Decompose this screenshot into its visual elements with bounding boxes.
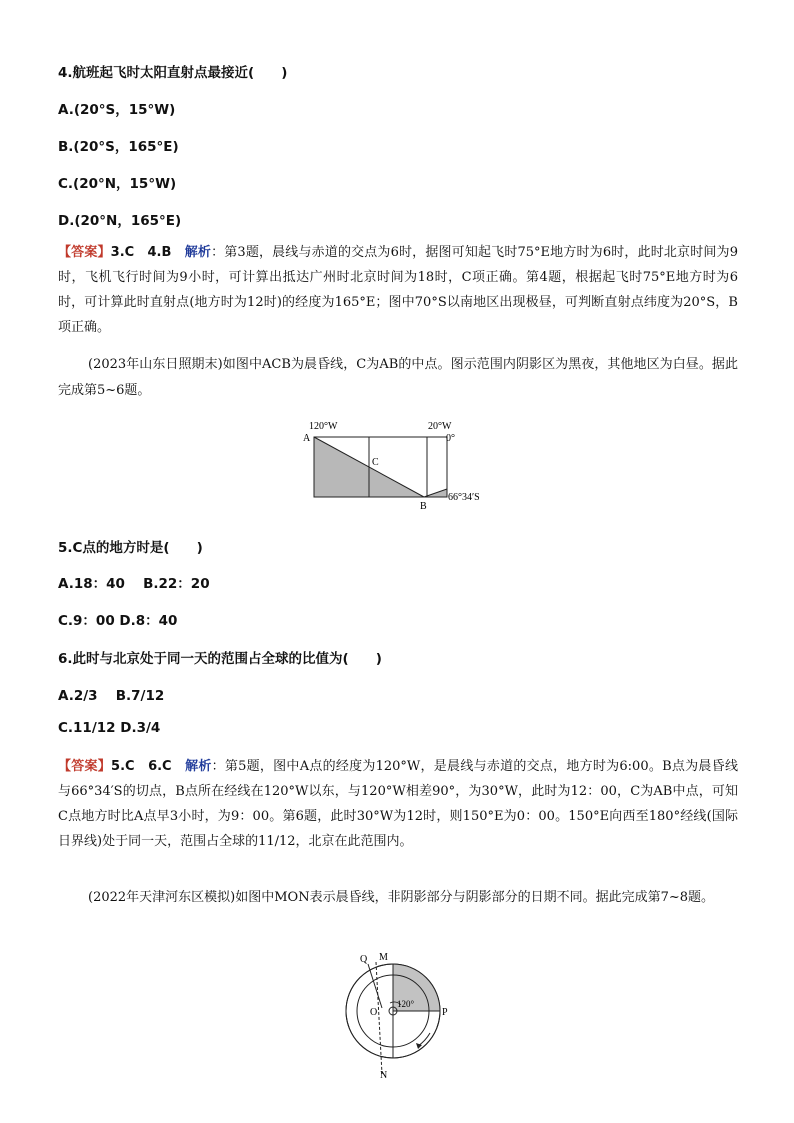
label-q: Q — [360, 954, 368, 965]
q6-options-line2: C.11/12 D.3/4 — [58, 720, 161, 736]
intro-5-6: (2023年山东日照期末)如图中ACB为晨昏线，C为AB的中点。图示范围内阴影区为黑夜，其他地区为白昼。据此完成第5~6题。 — [58, 357, 738, 398]
label-20w: 20°W — [428, 421, 452, 432]
q5-stem: 5.C点的地方时是( ) — [58, 540, 203, 556]
q4-stem: 4.航班起飞时太阳直射点最接近( ) — [58, 65, 288, 81]
label-n: N — [380, 1070, 388, 1080]
analysis-text: ：第5题，图中A点的经度为120°W，是晨线与赤道的交点，地方时为6:00。B点为晨昏线与66°34′S的切点，B点所在经线在120°W以东，与120°W相差90°，为30°W，此时为12：00，C为AB中点，可知C点地方时比A点早3小时，为9：00。第6题，此时30°W为12时，则150°E为0：00。150°E向西至180°经线(国际日界线)处于同一天，范围占全球的11/12，北京在此范围内。 — [58, 759, 738, 849]
label-c: C — [372, 457, 379, 468]
label-a: A — [303, 433, 311, 444]
answer-key: 5.C 6.C — [111, 759, 172, 774]
answer-tag: 【答案】 — [58, 759, 112, 774]
label-lat: 66°34′S — [448, 492, 480, 503]
q4-option-a: A.(20°S，15°W) — [58, 102, 176, 118]
q4-option-c: C.(20°N，15°W) — [58, 176, 177, 192]
analysis-text: ：第3题，晨线与赤道的交点为6时，据图可知起飞时75°E地方时为6时，此时北京时间为9时，飞机飞行时间为9小时，可计算出抵达广州时北京时间为18时，C项正确。第4题，根据起飞时75°E地方时为6时，可计算此时直射点(地方时为12时)的经度为165°E；图中70°S以南地区出现极昼，可判断直射点纬度为20°S，B项正确。 — [58, 245, 738, 335]
polar-figure — [330, 950, 460, 1080]
q4-option-b: B.(20°S，165°E) — [58, 139, 179, 155]
intro-7-8: (2022年天津河东区模拟)如图中MON表示晨昏线，非阴影部分与阴影部分的日期不同。据此完成第7~8题。 — [88, 890, 715, 905]
label-b: B — [420, 501, 427, 512]
answer-block-2 — [58, 754, 738, 854]
label-0: 0° — [446, 433, 455, 444]
label-o: O — [370, 1007, 378, 1018]
label-m: M — [379, 952, 388, 963]
label-p: P — [442, 1007, 448, 1018]
q6-options-line1: A.2/3 B.7/12 — [58, 688, 165, 704]
q4-option-d: D.(20°N，165°E) — [58, 213, 182, 229]
terminator-figure — [290, 412, 510, 516]
answer-tag: 【答案】 — [58, 245, 111, 260]
analysis-label: 解析 — [184, 245, 212, 260]
answer-key: 3.C 4.B — [110, 245, 172, 260]
label-angle: 120° — [397, 999, 415, 1009]
answer-block-1 — [58, 240, 738, 340]
q6-stem: 6.此时与北京处于同一天的范围占全球的比值为( ) — [58, 651, 382, 667]
analysis-label: 解析 — [185, 759, 212, 774]
label-120w: 120°W — [309, 421, 338, 432]
q5-options-line1: A.18：40 B.22：20 — [58, 576, 210, 592]
q5-options-line2: C.9：00 D.8：40 — [58, 613, 178, 629]
